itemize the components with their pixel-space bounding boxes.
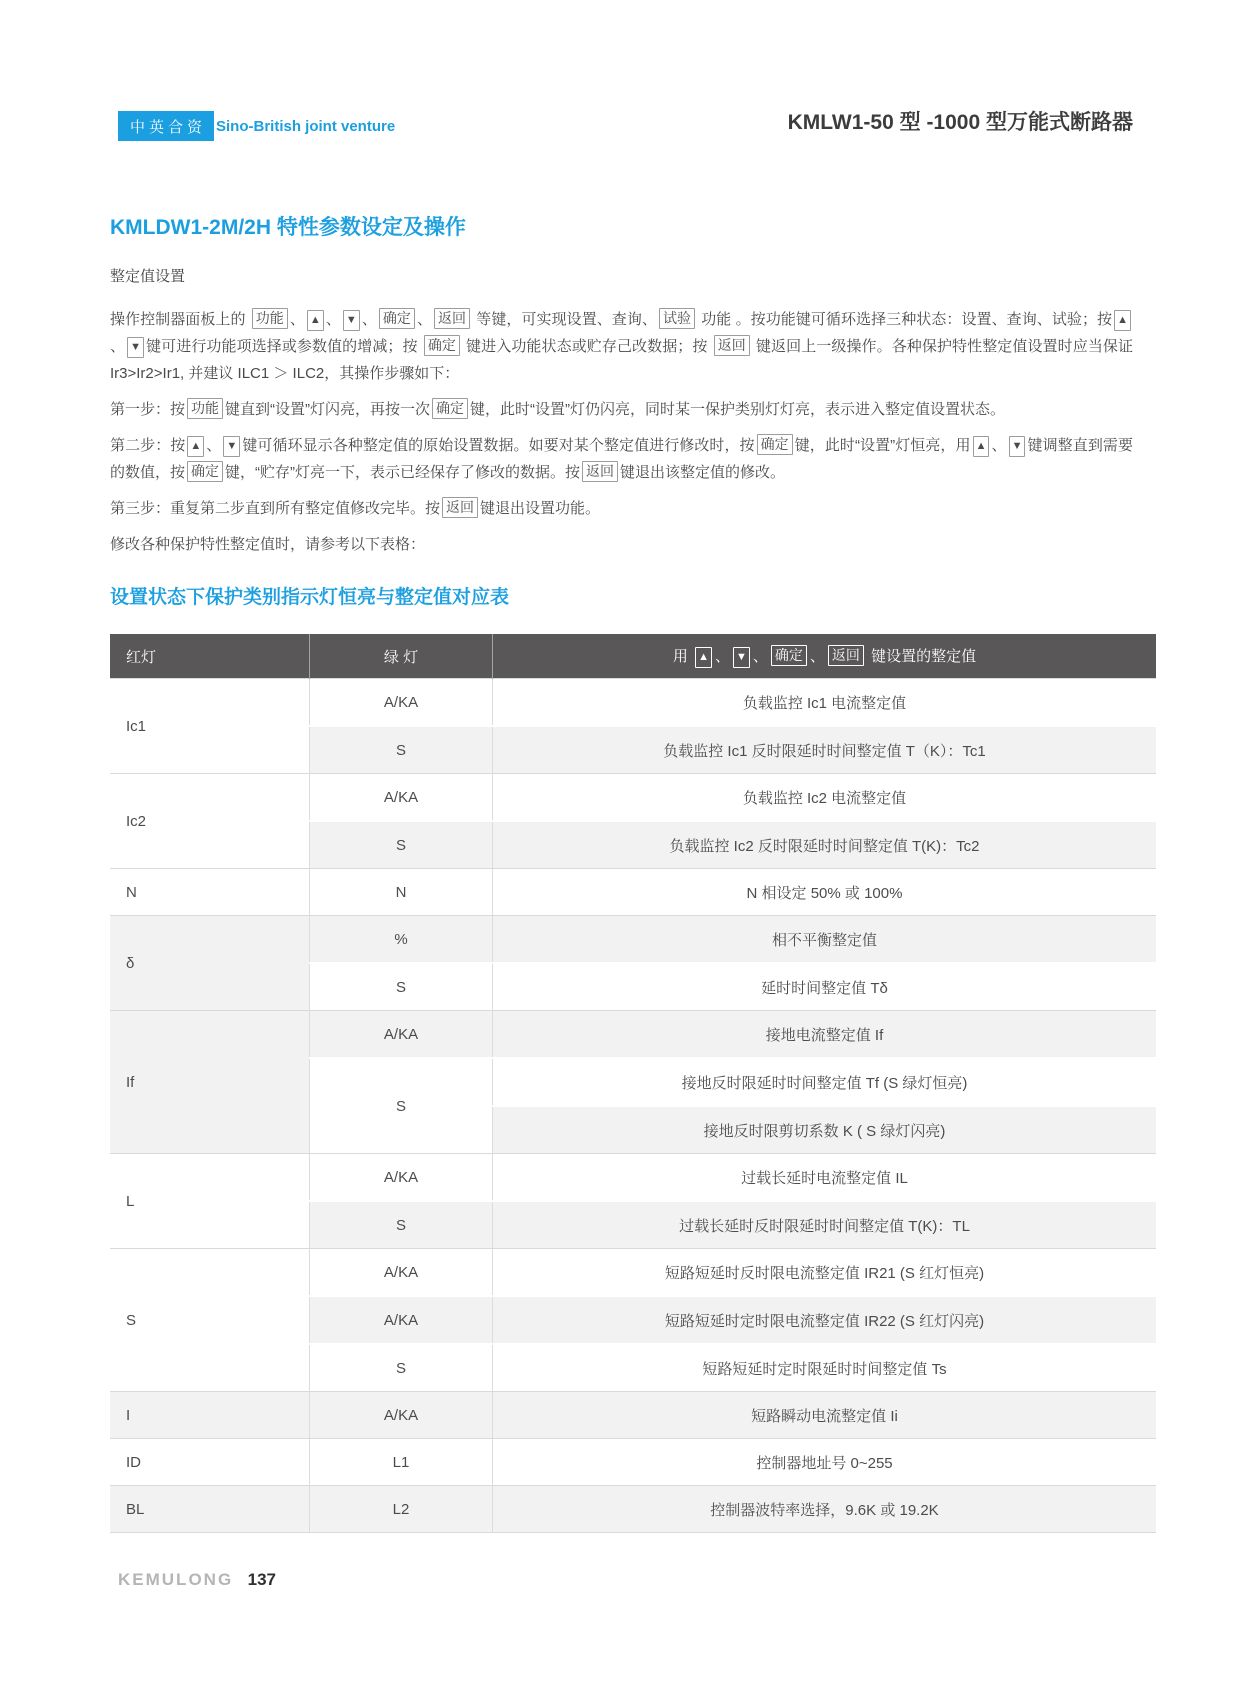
triangle-up-icon: ▲ xyxy=(1114,310,1131,331)
green-light-cell: S xyxy=(310,821,493,869)
page-body xyxy=(110,215,1133,1533)
setting-desc-cell: 控制器波特率选择，9.6K 或 19.2K xyxy=(493,1486,1157,1533)
document-title: KMLW1-50 型 -1000 型万能式断路器 xyxy=(787,111,1133,134)
red-light-column-header: 红灯 xyxy=(110,634,310,679)
setting-value-column-header: 用 ▲ 、 ▼ 、 确定 、 返回 键设置的整定值 xyxy=(493,634,1157,679)
section-subheading: 整定值设置 xyxy=(110,268,186,285)
red-light-cell: N xyxy=(110,869,310,916)
setting-desc-cell: 延时时间整定值 Tδ xyxy=(493,963,1157,1011)
table-title: 设置状态下保护类别指示灯恒亮与整定值对应表 xyxy=(110,587,510,608)
step-2: 第二步：按 ▲ 、 ▼ 键可循环显示各种整定值的原始设置数据。如要对某个整定值进行修改时，按 确定 键，此时“设置”灯恒亮，用 ▲ 、 ▼ 键调整直到需要的数值，按 确定 键，“贮存”灯亮一下，表示已经保存了修改的数据。按 返回 键退出该整定值的修改。 xyxy=(110,436,1133,481)
setting-desc-cell: 过载长延时反时限延时时间整定值 T(K)：TL xyxy=(493,1201,1157,1249)
keycap: 功能 xyxy=(252,308,288,329)
setting-desc-cell: 相不平衡整定值 xyxy=(493,916,1157,964)
triangle-down-icon: ▼ xyxy=(223,436,240,457)
red-light-cell: Ic2 xyxy=(110,774,310,869)
setting-desc-cell: 短路瞬动电流整定值 Ii xyxy=(493,1392,1157,1439)
triangle-up-icon: ▲ xyxy=(187,436,204,457)
settings-table xyxy=(110,634,1156,1533)
setting-desc-cell: 接地电流整定值 If xyxy=(493,1011,1157,1059)
setting-desc-cell: 负载监控 Ic2 反时限延时时间整定值 T(K)：Tc2 xyxy=(493,821,1157,869)
green-light-cell: S xyxy=(310,1058,493,1154)
green-light-cell: L2 xyxy=(310,1486,493,1533)
green-light-column-header: 绿 灯 xyxy=(310,634,493,679)
section-title: KMLDW1-2M/2H 特性参数设定及操作 xyxy=(110,216,466,239)
green-light-cell: A/KA xyxy=(310,774,493,822)
red-light-cell: ID xyxy=(110,1439,310,1486)
setting-desc-cell: 负载监控 Ic2 电流整定值 xyxy=(493,774,1157,822)
brand-logo-text: KEMULONG xyxy=(118,1570,234,1589)
green-light-cell: A/KA xyxy=(310,679,493,727)
joint-venture-subtitle: Sino-British joint venture xyxy=(216,118,396,135)
page-number: 137 xyxy=(247,1570,276,1589)
table-row xyxy=(110,774,1156,822)
table-row xyxy=(110,916,1156,964)
triangle-down-icon: ▼ xyxy=(127,337,144,358)
keycap: 返回 xyxy=(828,645,864,666)
setting-desc-cell: 负载监控 Ic1 电流整定值 xyxy=(493,679,1157,727)
green-light-cell: % xyxy=(310,916,493,964)
joint-venture-badge xyxy=(118,111,214,141)
red-light-cell: Ic1 xyxy=(110,679,310,774)
setting-desc-cell: 短路短延时反时限电流整定值 IR21 (S 红灯恒亮) xyxy=(493,1249,1157,1297)
table-row xyxy=(110,1249,1156,1297)
step-1: 第一步：按 功能 键直到“设置”灯闪亮，再按一次 确定 键，此时“设置”灯仍闪亮，同时某一保护类别灯灯亮，表示进入整定值设置状态。 xyxy=(110,400,1006,418)
green-light-cell: S xyxy=(310,1201,493,1249)
triangle-down-icon: ▼ xyxy=(733,647,750,668)
red-light-cell: δ xyxy=(110,916,310,1011)
settings-table-header xyxy=(110,634,1156,679)
keycap: 确定 xyxy=(187,461,223,482)
setting-desc-cell: 接地反时限延时时间整定值 Tf (S 绿灯恒亮) xyxy=(493,1058,1157,1106)
triangle-up-icon: ▲ xyxy=(695,647,712,668)
keycap: 确定 xyxy=(424,335,460,356)
triangle-up-icon: ▲ xyxy=(973,436,990,457)
keycap: 试验 xyxy=(659,308,695,329)
green-light-cell: A/KA xyxy=(310,1154,493,1202)
green-light-cell: A/KA xyxy=(310,1296,493,1344)
green-light-cell: A/KA xyxy=(310,1249,493,1297)
table-row xyxy=(110,679,1156,727)
setting-desc-cell: 负载监控 Ic1 反时限延时时间整定值 T（K）：Tc1 xyxy=(493,726,1157,774)
table-row xyxy=(110,1392,1156,1439)
settings-table-body xyxy=(110,679,1156,1533)
green-light-cell: N xyxy=(310,869,493,916)
intro-paragraph: 操作控制器面板上的 功能 、 ▲ 、 ▼ 、 确定 、 返回 等键，可实现设置、查询、 试验 功能 。按功能键可循环选择三种状态：设置、查询、试验；按 ▲、 ▼ 键可进行功能项选择或参数值的增减；按 确定 键进入功能状态或贮存己改数据；按 返回 键返回上一级操作。各种保护特性整定值设置时应当保证 Ir3>Ir2>Ir1, 并建议 ILC1 ＞ ILC2，其操作步骤如下： xyxy=(110,310,1133,382)
red-light-cell: L xyxy=(110,1154,310,1249)
red-light-cell: BL xyxy=(110,1486,310,1533)
table-note: 修改各种保护特性整定值时，请参考以下表格： xyxy=(110,536,426,553)
setting-desc-cell: 接地反时限剪切系数 K ( S 绿灯闪亮) xyxy=(493,1106,1157,1154)
step-3: 第三步：重复第二步直到所有整定值修改完毕。按 返回 键退出设置功能。 xyxy=(110,499,601,517)
triangle-down-icon: ▼ xyxy=(1009,436,1026,457)
table-row xyxy=(110,1154,1156,1202)
green-light-cell: S xyxy=(310,1344,493,1392)
keycap: 返回 xyxy=(442,497,478,518)
green-light-cell: S xyxy=(310,963,493,1011)
keycap: 返回 xyxy=(434,308,470,329)
table-row xyxy=(110,1011,1156,1059)
red-light-cell: I xyxy=(110,1392,310,1439)
triangle-up-icon: ▲ xyxy=(307,310,324,331)
badge-label: 中英合资 xyxy=(130,118,207,136)
green-light-cell: A/KA xyxy=(310,1392,493,1439)
setting-desc-cell: 短路短延时定时限电流整定值 IR22 (S 红灯闪亮) xyxy=(493,1296,1157,1344)
red-light-cell: S xyxy=(110,1249,310,1392)
setting-desc-cell: 控制器地址号 0~255 xyxy=(493,1439,1157,1486)
keycap: 返回 xyxy=(714,335,750,356)
setting-desc-cell: N 相设定 50% 或 100% xyxy=(493,869,1157,916)
table-row xyxy=(110,1439,1156,1486)
keycap: 返回 xyxy=(582,461,618,482)
red-light-cell: If xyxy=(110,1011,310,1154)
page-footer xyxy=(118,1570,276,1590)
keycap: 确定 xyxy=(757,434,793,455)
keycap: 确定 xyxy=(432,398,468,419)
triangle-down-icon: ▼ xyxy=(343,310,360,331)
keycap: 确定 xyxy=(379,308,415,329)
table-row xyxy=(110,1486,1156,1533)
green-light-cell: S xyxy=(310,726,493,774)
green-light-cell: L1 xyxy=(310,1439,493,1486)
keycap: 功能 xyxy=(187,398,223,419)
green-light-cell: A/KA xyxy=(310,1011,493,1059)
setting-desc-cell: 过载长延时电流整定值 IL xyxy=(493,1154,1157,1202)
setting-desc-cell: 短路短延时定时限延时时间整定值 Ts xyxy=(493,1344,1157,1392)
table-row xyxy=(110,869,1156,916)
keycap: 确定 xyxy=(771,645,807,666)
body-paragraphs xyxy=(110,306,1133,558)
